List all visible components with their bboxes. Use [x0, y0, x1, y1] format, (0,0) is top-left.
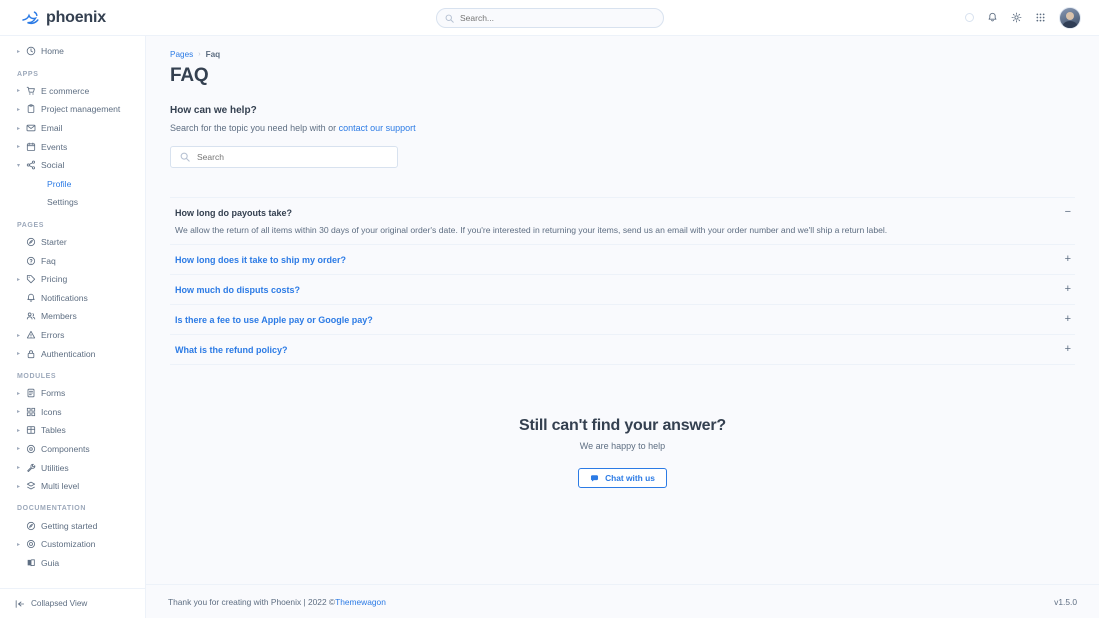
main-content [146, 36, 1099, 618]
global-search-box[interactable] [436, 8, 664, 28]
themewagon-link[interactable]: Themewagon [335, 596, 386, 607]
sidebar-item-label: Notifications [41, 292, 88, 303]
sidebar-item-label: Guia [41, 557, 60, 568]
sidebar-item-label: Components [41, 443, 90, 454]
bell-icon[interactable] [987, 12, 998, 23]
faq-search-input[interactable] [197, 152, 388, 162]
faq-item[interactable] [170, 245, 1075, 275]
table-icon [26, 425, 41, 435]
cta-title: Still can't find your answer? [519, 417, 726, 434]
chevron-right-icon: ▸ [17, 446, 21, 453]
book-icon [26, 558, 41, 568]
sidebar-item-label: Home [41, 46, 64, 57]
rocket-icon [26, 237, 41, 247]
chat-bubble-icon [590, 474, 599, 483]
faq-toggle-plus-icon[interactable]: + [1064, 343, 1071, 355]
cart-icon [26, 86, 41, 96]
sidebar-item-label: Events [41, 141, 68, 152]
sidebar-item-utilities[interactable] [0, 458, 145, 477]
sidebar-item-label: Getting started [41, 520, 98, 531]
breadcrumb-current: Faq [205, 50, 221, 59]
cta-subtitle: We are happy to help [579, 441, 666, 451]
sidebar-item-label: E commerce [41, 85, 90, 96]
help-heading: How can we help? [170, 105, 257, 116]
help-subtext-prefix: Search for the topic you need help with or [170, 123, 339, 133]
sidebar-item-icons[interactable] [0, 403, 145, 422]
sidebar-item-project-management[interactable] [0, 100, 145, 119]
gear-icon[interactable] [1011, 12, 1022, 23]
page-footer [146, 584, 1099, 618]
faq-question[interactable]: What is the refund policy? [175, 345, 288, 355]
sidebar-item-email[interactable] [0, 119, 145, 138]
chevron-right-icon: ▸ [17, 351, 21, 358]
faq-toggle-plus-icon[interactable]: + [1064, 313, 1071, 325]
sidebar-item-home[interactable] [0, 42, 145, 61]
sidebar-item-label: Icons [41, 406, 62, 417]
sidebar-item-forms[interactable] [0, 384, 145, 403]
clock-icon [26, 46, 41, 56]
contact-support-link[interactable]: contact our support [338, 123, 416, 133]
sidebar-item-label: Email [41, 123, 63, 134]
faq-answer: We allow the return of all items within 30 days of your original order's date. If you're interested in returning your items, send us an email with your order number and we'll ship a return label. [175, 225, 888, 235]
wrench-icon [26, 463, 41, 473]
sidebar-item-guia[interactable] [0, 554, 145, 573]
sidebar-item-label: Utilities [41, 462, 69, 473]
faq-item[interactable] [170, 305, 1075, 335]
sidebar-item-label: Faq [41, 255, 56, 266]
sidebar-item-label: Tables [41, 425, 66, 436]
sidebar-item-events[interactable] [0, 137, 145, 156]
collapse-icon [15, 599, 25, 609]
sidebar-item-members[interactable] [0, 307, 145, 326]
grid-icon [26, 407, 41, 417]
page-title: FAQ [170, 65, 209, 86]
search-icon [445, 14, 454, 23]
envelope-icon [26, 123, 41, 133]
sidebar-item-label: Project management [41, 104, 121, 115]
sidebar-item-label: Forms [41, 388, 66, 399]
sidebar-item-ecommerce[interactable] [0, 82, 145, 101]
gear-icon [26, 539, 41, 549]
components-icon [26, 444, 41, 454]
sidebar-item-starter[interactable] [0, 233, 145, 252]
sidebar-item-faq[interactable] [0, 251, 145, 270]
rocket-icon [26, 521, 41, 531]
sidebar-item-errors[interactable] [0, 326, 145, 345]
bell-icon [26, 293, 41, 303]
faq-page [146, 36, 1099, 584]
sidebar-section-pages: PAGES [17, 221, 44, 229]
chevron-right-icon: ▸ [17, 144, 21, 151]
sidebar-section-documentation: DOCUMENTATION [17, 505, 86, 513]
sidebar-item-components[interactable] [0, 440, 145, 459]
sidebar-item-label: Customization [41, 539, 96, 550]
faq-item[interactable] [170, 275, 1075, 305]
layers-icon [26, 481, 41, 491]
share-icon [26, 160, 41, 170]
breadcrumb-separator-icon: › [198, 51, 201, 58]
faq-question[interactable]: How long does it take to ship my order? [175, 255, 347, 265]
chevron-down-icon: ▾ [17, 162, 21, 169]
breadcrumb [170, 50, 1075, 59]
users-icon [26, 311, 41, 321]
faq-question[interactable]: How much do disputs costs? [175, 285, 301, 295]
brand-logo-group[interactable] [12, 9, 144, 27]
body-area [0, 36, 1099, 618]
sidebar-item-customization[interactable] [0, 535, 145, 554]
chevron-right-icon: ▸ [17, 390, 21, 397]
phoenix-logo-icon [22, 10, 39, 25]
faq-item[interactable] [170, 198, 1075, 245]
apps-grid-icon[interactable] [1035, 12, 1046, 23]
sidebar-item-authentication[interactable] [0, 344, 145, 363]
sidebar-subitem-profile[interactable]: Profile [47, 178, 72, 189]
tag-icon [26, 274, 41, 284]
theme-toggle-icon[interactable] [965, 13, 974, 22]
chevron-right-icon: ▸ [17, 465, 21, 472]
sidebar-subitem-settings[interactable]: Settings [47, 197, 79, 208]
chevron-right-icon: ▸ [17, 409, 21, 416]
chevron-right-icon: ▸ [17, 332, 21, 339]
collapsed-view-label: Collapsed View [31, 599, 88, 608]
footer-text: Thank you for creating with Phoenix | 2022 © [168, 596, 336, 607]
faq-toggle-plus-icon[interactable]: + [1064, 283, 1071, 295]
faq-accordion [170, 197, 1075, 365]
sidebar-item-getting-started[interactable] [0, 516, 145, 535]
sidebar-section-modules: MODULES [17, 372, 57, 380]
sidebar-item-notifications[interactable] [0, 289, 145, 308]
chevron-right-icon: ▸ [17, 88, 21, 95]
question-icon [26, 256, 41, 266]
help-subtext [170, 123, 1075, 133]
sidebar-item-label: Social [41, 160, 65, 171]
faq-item[interactable] [170, 335, 1075, 365]
faq-question[interactable]: Is there a fee to use Apple pay or Google pay? [175, 315, 373, 325]
brand-name: phoenix [46, 8, 106, 26]
chevron-right-icon: ▸ [17, 541, 21, 548]
chevron-right-icon: ▸ [17, 106, 21, 113]
sidebar-item-social[interactable] [0, 156, 145, 175]
chevron-right-icon: ▸ [17, 483, 21, 490]
calendar-icon [26, 142, 41, 152]
sidebar-item-label: Pricing [41, 274, 68, 285]
chat-with-us-button[interactable] [578, 468, 667, 488]
top-navbar [0, 0, 1099, 36]
sidebar-item-label: Members [41, 311, 77, 322]
avatar[interactable] [1059, 7, 1081, 29]
clipboard-icon [26, 104, 41, 114]
breadcrumb-parent[interactable]: Pages [170, 50, 194, 59]
chevron-right-icon: ▸ [17, 125, 21, 132]
chevron-right-icon: ▸ [17, 427, 21, 434]
warning-icon [26, 330, 41, 340]
sidebar-item-label: Errors [41, 330, 65, 341]
search-icon [180, 152, 190, 162]
global-search-input[interactable] [460, 13, 655, 23]
faq-toggle-plus-icon[interactable]: + [1064, 253, 1071, 265]
sidebar-item-pricing[interactable] [0, 270, 145, 289]
faq-search-box[interactable] [170, 146, 398, 168]
sidebar-item-tables[interactable] [0, 421, 145, 440]
sidebar-item-label: Starter [41, 237, 67, 248]
sidebar-item-label: Multi level [41, 481, 80, 492]
sidebar-item-label: Authentication [41, 348, 96, 359]
cta-section [170, 417, 1075, 488]
footer-version: v1.5.0 [1054, 596, 1077, 607]
chevron-right-icon: ▸ [17, 276, 21, 283]
topbar-actions [965, 7, 1087, 29]
faq-toggle-minus-icon[interactable]: − [1064, 206, 1071, 218]
sidebar [0, 36, 146, 618]
sidebar-item-multi-level[interactable] [0, 477, 145, 496]
form-icon [26, 388, 41, 398]
sidebar-section-apps: APPS [17, 70, 39, 78]
collapsed-view-toggle[interactable] [0, 588, 145, 618]
chevron-right-icon: ▸ [17, 48, 21, 55]
chat-with-us-label: Chat with us [605, 473, 655, 483]
lock-icon [26, 349, 41, 359]
sidebar-nav [0, 36, 145, 588]
faq-question[interactable]: How long do payouts take? [175, 208, 293, 218]
